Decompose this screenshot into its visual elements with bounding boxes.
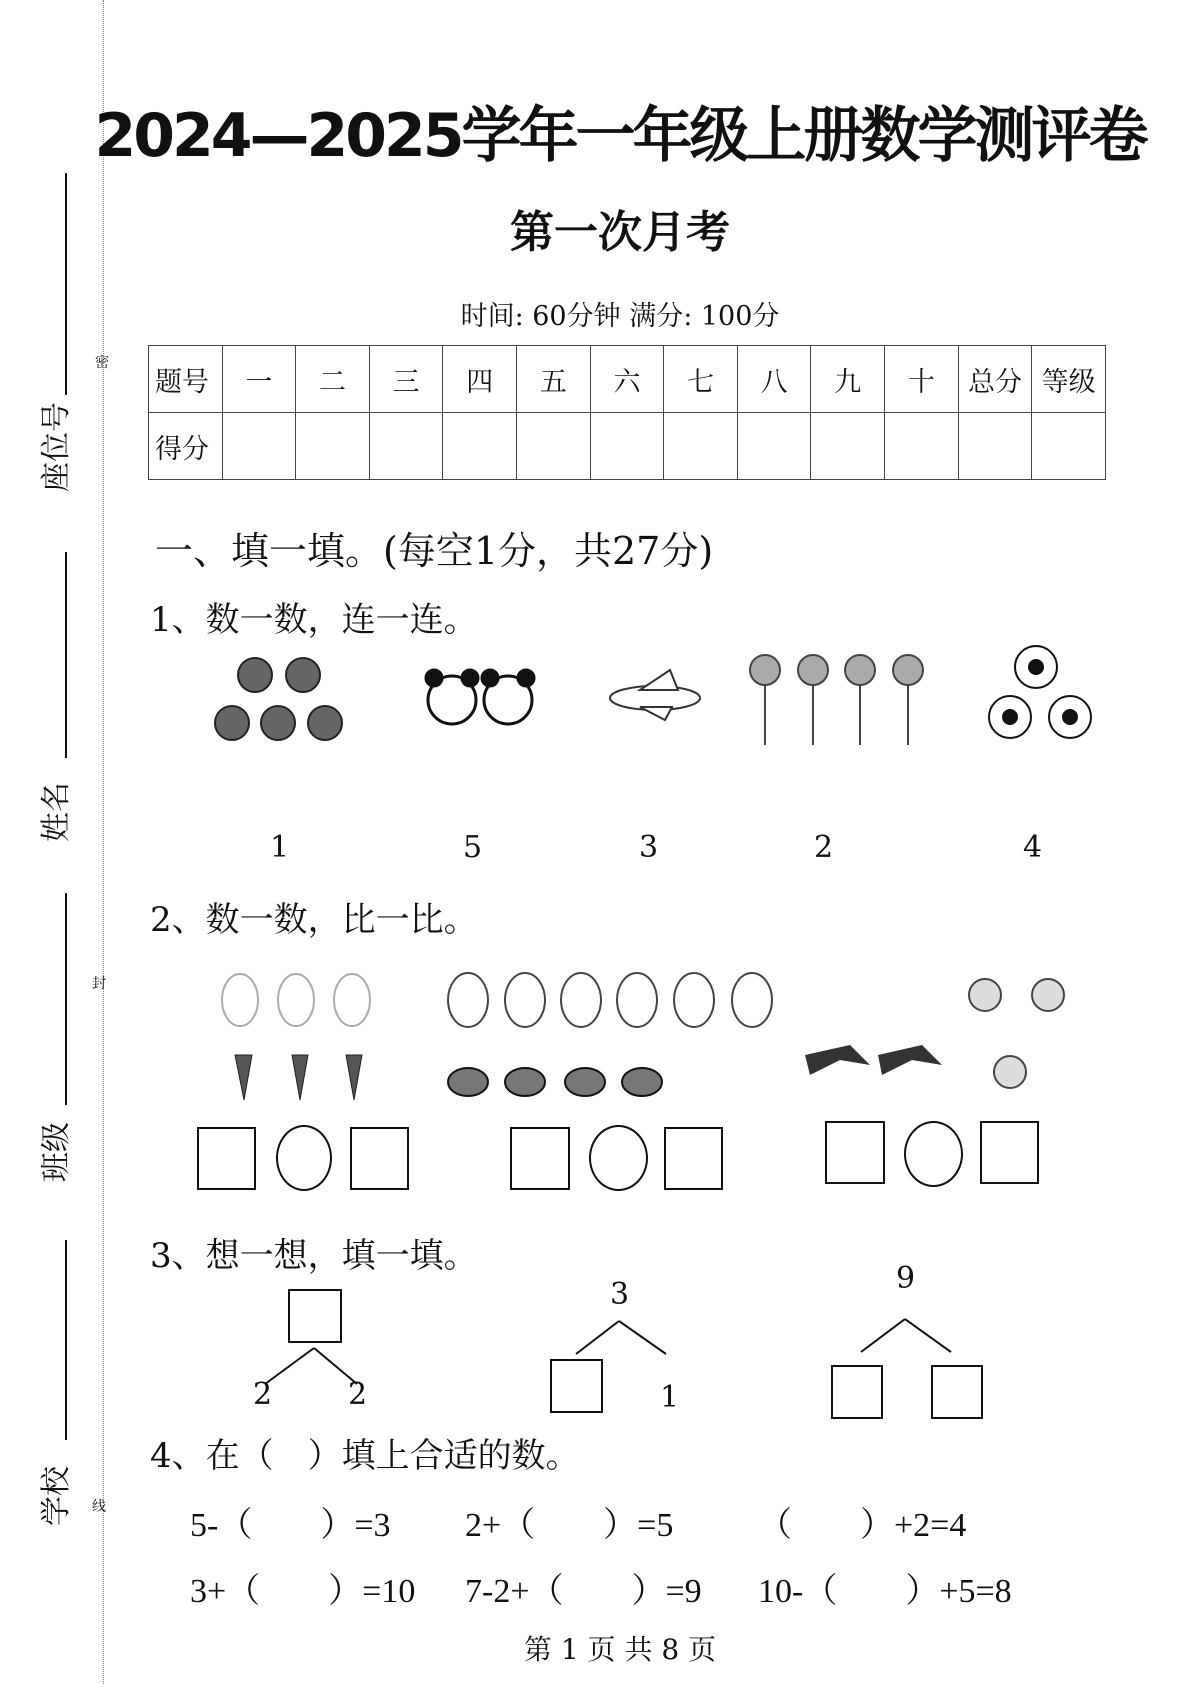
equation[interactable]: 3+（ ）=10 bbox=[190, 1573, 416, 1610]
table-cell: 一 bbox=[222, 346, 296, 413]
bond-number: 9 bbox=[896, 1261, 916, 1296]
table-cell: 题号 bbox=[149, 346, 223, 413]
equation[interactable]: （ ）+2=4 bbox=[758, 1507, 967, 1544]
answer-box[interactable] bbox=[288, 1289, 342, 1343]
number-option: 3 bbox=[639, 830, 659, 865]
table-cell: 总分 bbox=[958, 346, 1032, 413]
bond-line bbox=[576, 1321, 619, 1354]
table-cell: 三 bbox=[369, 346, 443, 413]
bond-number: 1 bbox=[660, 1380, 680, 1415]
question-3-label: 3、想一想，填一填。 bbox=[150, 1236, 478, 1276]
bond-number: 3 bbox=[610, 1277, 630, 1312]
table-cell: 四 bbox=[443, 346, 517, 413]
school-label: 学校 bbox=[39, 1466, 74, 1526]
equation[interactable]: 7-2+（ ）=9 bbox=[465, 1573, 702, 1610]
name-label: 姓名 bbox=[39, 782, 74, 842]
bond-number: 2 bbox=[253, 1377, 273, 1412]
bond-line bbox=[861, 1319, 905, 1352]
number-option: 5 bbox=[463, 830, 483, 865]
table-cell: 八 bbox=[737, 346, 811, 413]
seal-mark: 线 bbox=[92, 1499, 106, 1515]
table-cell: 十 bbox=[885, 346, 959, 413]
table-cell: 二 bbox=[296, 346, 370, 413]
equation[interactable]: 5-（ ）=3 bbox=[190, 1507, 391, 1544]
question-1-label: 1、数一数，连一连。 bbox=[150, 600, 478, 640]
page-title: 2024—2025学年一年级上册数学测评卷 bbox=[94, 101, 1146, 171]
page-subtitle: 第一次月考 bbox=[510, 207, 730, 258]
bond-line bbox=[265, 1348, 314, 1384]
number-option: 4 bbox=[1023, 830, 1043, 865]
bond-line bbox=[619, 1321, 666, 1354]
section-heading: 一、填一填。(每空1分，共27分) bbox=[155, 529, 714, 573]
answer-box[interactable] bbox=[550, 1359, 603, 1413]
table-cell: 等级 bbox=[1032, 346, 1106, 413]
question-2-label: 2、数一数，比一比。 bbox=[150, 900, 478, 940]
bond-number: 2 bbox=[348, 1377, 368, 1412]
seal-mark: 封 bbox=[92, 976, 106, 992]
equation[interactable]: 10-（ ）+5=8 bbox=[758, 1573, 1012, 1610]
table-cell: 七 bbox=[664, 346, 738, 413]
page-footer: 第 1 页 共 8 页 bbox=[523, 1633, 717, 1666]
table-cell: 六 bbox=[590, 346, 664, 413]
table-cell: 九 bbox=[811, 346, 885, 413]
seat-label: 座位号 bbox=[39, 402, 74, 492]
equation[interactable]: 2+（ ）=5 bbox=[465, 1507, 674, 1544]
seal-mark: 密 bbox=[95, 355, 109, 371]
question-4-label: 4、在（ ）填上合适的数。 bbox=[150, 1436, 580, 1476]
answer-box[interactable] bbox=[931, 1365, 983, 1419]
class-label: 班级 bbox=[39, 1122, 74, 1182]
bond-line bbox=[905, 1319, 951, 1352]
table-cell: 五 bbox=[517, 346, 591, 413]
number-option: 1 bbox=[270, 830, 290, 865]
number-option: 2 bbox=[814, 830, 834, 865]
exam-info: 时间: 60分钟 满分: 100分 bbox=[460, 301, 780, 332]
answer-box[interactable] bbox=[831, 1365, 883, 1419]
table-cell: 得分 bbox=[149, 413, 223, 480]
